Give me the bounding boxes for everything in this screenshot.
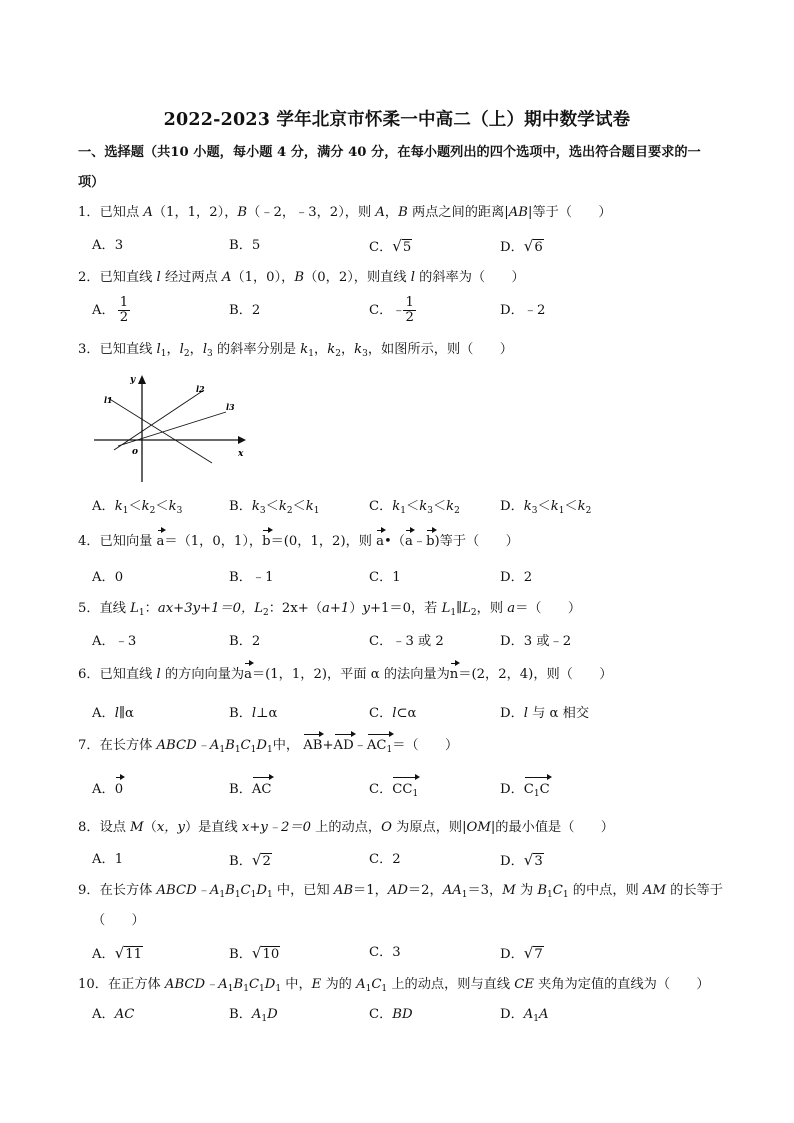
option-d[interactable]: D．√3 xyxy=(500,851,543,869)
question-1: 1．已知点 A（1，1，2），B（﹣2，﹣3，2），则 A，B 两点之间的距离|AB|等于（ ） xyxy=(78,205,612,220)
question-5: 5．直线 $L_1$：ax+3y+1＝0，$L_2$：2x+（a+1）y+1＝0，若 $L_1\parallel L_2$，则 a＝（ ） xyxy=(78,601,582,618)
section-heading-line1: 一、选择题（共10 小题，每小题 4 分，满分 40 分，在每小题列出的四个选项中，选出符合题目要求的一 xyxy=(78,145,701,160)
question-3-options xyxy=(92,496,732,518)
option-b[interactable]: B．√10 xyxy=(229,944,280,962)
option-b[interactable]: B．$A_1D$ xyxy=(229,1007,278,1024)
option-a[interactable]: A．l∥α xyxy=(92,706,134,721)
question-7: 7．在长方体 $ABCD﹣A_1B_1C_1D_1$中， $AB+AD﹣AC_1=$（ ） xyxy=(78,738,459,755)
option-d[interactable]: D．l 与 α 相交 xyxy=(500,706,590,721)
x-label: x xyxy=(238,449,244,459)
question-9-line2: （ ） xyxy=(92,913,145,928)
option-b[interactable]: B．AC xyxy=(229,779,272,801)
option-c[interactable]: C．﹣ $\frac{1}{2}$ xyxy=(369,295,414,325)
option-d[interactable]: D．﹣2 xyxy=(500,303,546,318)
option-b[interactable]: B．$k_3<k_2<k_1$ xyxy=(229,499,320,516)
option-a[interactable]: A． $\frac{1}{2}$ xyxy=(92,295,129,325)
question-8-options xyxy=(92,849,732,871)
option-d[interactable]: D．$A_1A$ xyxy=(500,1007,549,1024)
option-c[interactable]: C．1 xyxy=(369,570,401,585)
y-label: y xyxy=(130,375,136,385)
question-4: 4．已知向量 a＝（1，0，1），b＝(0，1，2)，则 a•（a﹣b)等于（ ） xyxy=(78,532,728,552)
question-8: 8．设点 M（x，y）是直线 x+y﹣2＝0 上的动点，O 为原点，则|OM|的最小值是（ ） xyxy=(78,820,614,835)
option-d[interactable]: D．3 或﹣2 xyxy=(500,634,572,649)
option-b[interactable]: B．2 xyxy=(229,303,261,318)
l3-label: l3 xyxy=(226,402,235,412)
option-d[interactable]: D．$C_1C$ xyxy=(500,779,550,801)
question-1-options xyxy=(92,235,732,257)
option-a[interactable]: A．0 xyxy=(92,779,123,801)
question-10: 10．在正方体 $ABCD﹣A_1B_1C_1D_1$ 中，E 为的 $A_1C_1$ 上的动点，则与直线 CE 夹角为定值的直线为（ ） xyxy=(78,977,710,994)
line-l3 xyxy=(118,412,226,446)
question-6: 6．已知直线 l 的方向向量为a＝(1，1，2)，平面 α 的法向量为n＝(2，2，4)，则（ ） xyxy=(78,665,728,685)
question-9-options xyxy=(92,942,732,964)
option-c[interactable]: C．﹣3 或 2 xyxy=(369,634,444,649)
question-7-options xyxy=(92,779,732,801)
section-heading-line2: 项） xyxy=(78,175,105,190)
option-a[interactable]: A．﹣3 xyxy=(92,634,137,649)
option-a[interactable]: A．$k_1<k_2<k_3$ xyxy=(92,499,183,516)
option-c[interactable]: C．$CC_1$ xyxy=(369,779,418,801)
l1-label: l1 xyxy=(104,395,113,405)
question-10-options xyxy=(92,1004,732,1026)
option-a[interactable]: A．1 xyxy=(92,852,124,867)
x-axis-arrow xyxy=(238,436,246,444)
section-heading xyxy=(78,138,728,198)
option-c[interactable]: C．2 xyxy=(369,852,401,867)
option-b[interactable]: B．5 xyxy=(229,238,261,253)
question-9: 9．在长方体 $ABCD﹣A_1B_1C_1D_1$ 中，已知 AB＝1，AD＝2，$AA_1=3$，M 为 $B_1C_1$ 的中点，则 AM 的长等于 xyxy=(78,883,723,900)
question-3: 3．已知直线 $l_1$，$l_2$，$l_3$ 的斜率分别是 $k_1$，$k_2$，$k_3$，如图所示，则（ ） xyxy=(78,342,513,359)
option-b[interactable]: B．2 xyxy=(229,634,261,649)
option-a[interactable]: A．AC xyxy=(92,1007,135,1022)
option-d[interactable]: D．√7 xyxy=(500,944,543,962)
line-l1 xyxy=(108,398,212,463)
origin-label: o xyxy=(132,447,139,457)
question-2: 2．已知直线 l 经过两点 A（1，0），B（0，2），则直线 l 的斜率为（ ） xyxy=(78,270,525,285)
option-d[interactable]: D．$k_3<k_1<k_2$ xyxy=(500,499,592,516)
option-b[interactable]: B．﹣1 xyxy=(229,570,274,585)
option-a[interactable]: A．3 xyxy=(92,238,124,253)
option-c[interactable]: C．l⊂α xyxy=(369,706,417,721)
question-4-options xyxy=(92,567,732,589)
option-a[interactable]: A．0 xyxy=(92,570,124,585)
option-b[interactable]: B．√2 xyxy=(229,851,271,869)
option-b[interactable]: B．l⊥α xyxy=(229,706,278,721)
option-d[interactable]: D．√6 xyxy=(500,237,543,255)
option-a[interactable]: A．√11 xyxy=(92,944,143,962)
question-5-options xyxy=(92,631,732,653)
page-title: 2022-2023 学年北京市怀柔一中高二（上）期中数学试卷 xyxy=(163,110,631,130)
lines-figure xyxy=(90,370,250,490)
l2-label: l2 xyxy=(196,384,205,394)
option-c[interactable]: C．BD xyxy=(369,1007,413,1022)
question-6-options xyxy=(92,703,732,725)
line-l2 xyxy=(114,390,204,450)
question-2-options xyxy=(92,295,732,330)
option-c[interactable]: C．√5 xyxy=(369,237,412,255)
option-c[interactable]: C．$k_1<k_3<k_2$ xyxy=(369,499,460,516)
y-axis-arrow xyxy=(138,375,146,384)
option-d[interactable]: D．2 xyxy=(500,570,533,585)
option-c[interactable]: C．3 xyxy=(369,945,401,960)
